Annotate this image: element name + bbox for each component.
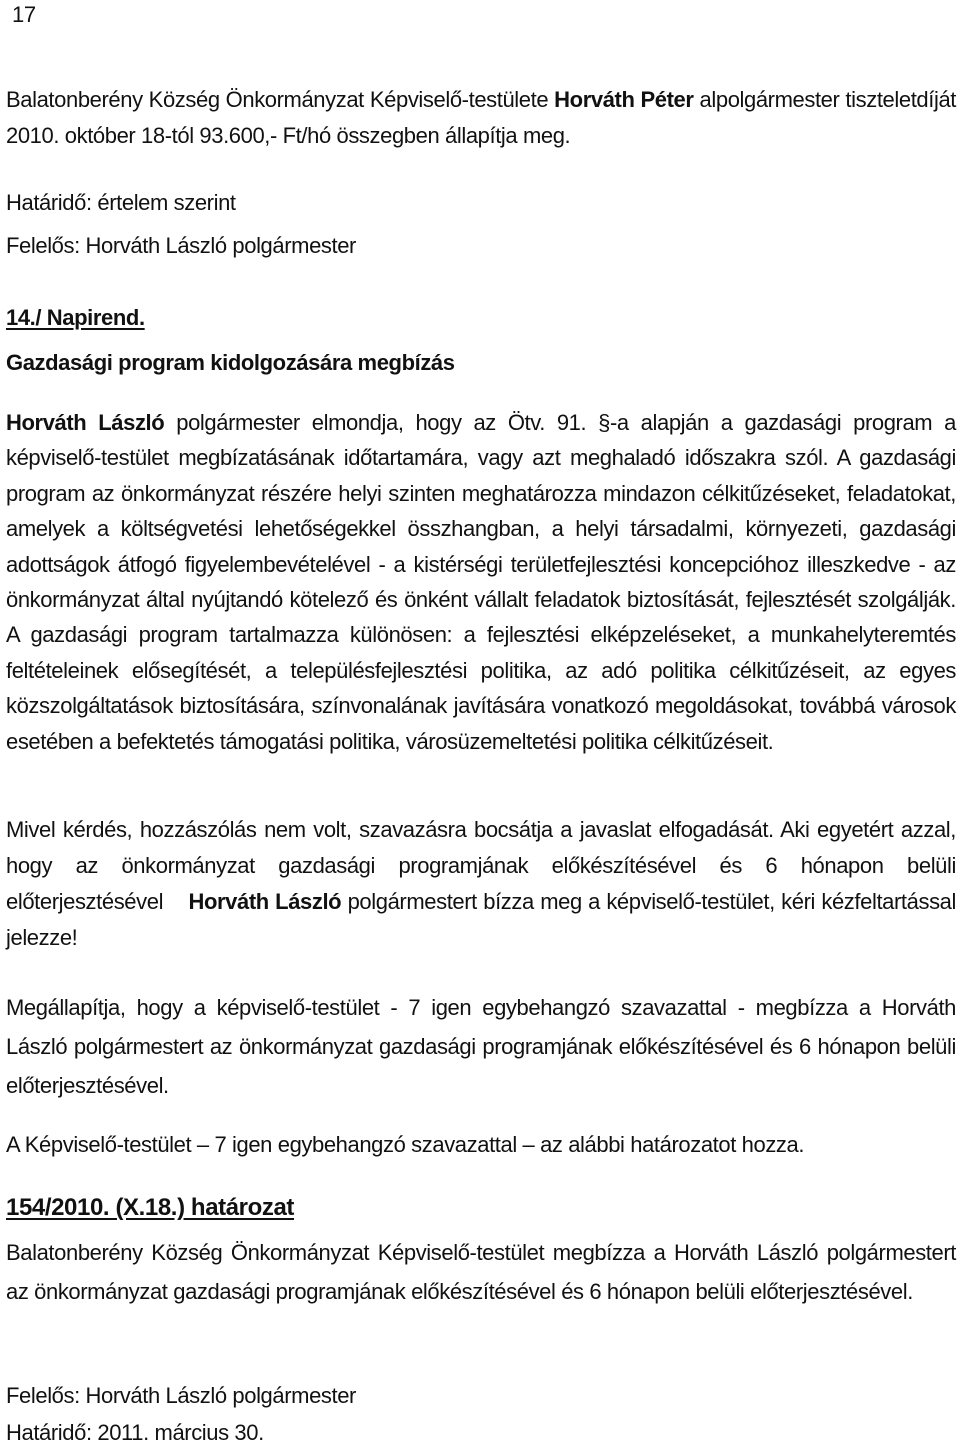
vote-name: Horváth László	[188, 889, 342, 914]
body-text: polgármester elmondja, hogy az Ötv. 91. §-a alapján a gazdasági program a képviselő-testület megbízatásának időtartamára, vagy azt meghaladó időszakra szól. A gazdasági program az önkormányzat részére helyi szinten meghatározza mindazon célkitűzéseket, feladatokat, amelyek a költségvetési lehetőségekkel összhangban, a helyi társadalmi, környezeti, gazdasági adottságok átfogó figyelembevételével - a kistérségi területfejlesztési koncepcióhoz illeszkedve - az önkormányzat által nyújtandó kötelező és önként vállalt feladatok biztosítását, fejlesztését szolgálják. A gazdasági program tartalmazza különösen: a fejlesztési elképzeléseket, a munkahelyteremtés feltételeinek elősegítését, a településfejlesztési politika, az adó politika célkitűzéseit, az egyes közszolgáltatások biztosítására, színvonalának javítására vonatkozó megoldásokat, továbbá városok esetében a befektetés támogatási politika, városüzemeltetési politika célkitűzéseit.	[6, 410, 956, 754]
body-speaker: Horváth László	[6, 410, 165, 435]
intro-prefix: Balatonberény Község Önkormányzat Képviselő-testülete	[6, 87, 549, 112]
finding-paragraph: Megállapítja, hogy a képviselő-testület - 7 igen egybehangzó szavazattal - megbízza a Horváth László polgármestert az önkormányzat gazdasági programjának előkészítésével és 6 hónapon belüli előterjesztésével.	[6, 995, 956, 1098]
agenda-number: 14./ Napirend.	[6, 305, 145, 330]
intro-paragraph	[6, 82, 956, 154]
decision-deadline: Határidő: 2011. március 30.	[6, 1420, 264, 1445]
intro-person: Horváth Péter	[554, 87, 694, 112]
page-number: 17	[12, 2, 36, 27]
intro-suffix: alpolgármester tiszteletdíját 2010. október 18-tól 93.600,- Ft/hó összegben állapítja meg.	[6, 87, 957, 148]
vote-text-before: Mivel kérdés, hozzászólás nem volt, szavazásra bocsátja a javaslat elfogadását. Aki egyetért azzal, hogy az önkormányzat gazdasági programjának előkészítésével és 6 hónapon belüli előterjesztésével	[6, 817, 956, 914]
agenda-title: Gazdasági program kidolgozására megbízás	[6, 350, 455, 375]
decision-title: 154/2010. (X.18.) határozat	[6, 1194, 295, 1221]
vote-paragraph	[6, 812, 956, 956]
body-paragraph	[6, 405, 956, 759]
vote-result: A Képviselő-testület – 7 igen egybehangzó szavazattal – az alábbi határozatot hozza.	[6, 1132, 805, 1157]
decision-text: Balatonberény Község Önkormányzat Képviselő-testület megbízza a Horváth László polgármestert az önkormányzat gazdasági programjának előkészítésével és 6 hónapon belüli előterjesztésével.	[6, 1240, 956, 1304]
intro-deadline: Határidő: értelem szerint	[6, 190, 236, 215]
decision-responsible: Felelős: Horváth László polgármester	[6, 1383, 356, 1408]
intro-responsible: Felelős: Horváth László polgármester	[6, 233, 356, 258]
vote-text-after: polgármestert bízza meg a képviselő-testület, kéri kézfeltartással jelezze!	[6, 889, 956, 950]
